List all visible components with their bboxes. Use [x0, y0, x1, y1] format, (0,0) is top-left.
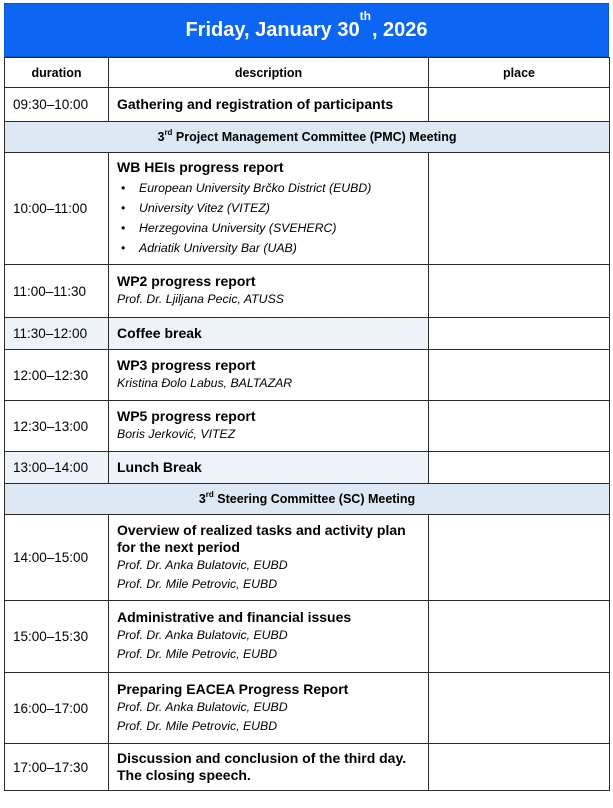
table-row: [5, 515, 610, 601]
row-place: [429, 673, 610, 744]
list-item: • University Vitez (VITEZ): [119, 198, 420, 218]
row-speaker: Boris Jerković, VITEZ: [117, 427, 236, 441]
table-header-row: [5, 58, 610, 88]
row-speaker: Prof. Dr. Anka Bulatovic, EUBD: [117, 628, 288, 642]
section-title: 3rd Project Management Committee (PMC) Meeting: [5, 122, 610, 153]
agenda-table: [4, 57, 610, 791]
row-place: [429, 318, 610, 350]
row-description: [109, 318, 429, 350]
table-row: [5, 265, 610, 318]
row-place: [429, 401, 610, 452]
row-description: [109, 515, 429, 601]
row-title: WB HEIs progress report: [117, 159, 284, 175]
table-row: [5, 673, 610, 744]
table-row: [5, 153, 610, 265]
row-time: 17:00–17:30: [5, 744, 109, 791]
row-time: 14:00–15:00: [5, 515, 109, 601]
row-place: [429, 350, 610, 401]
hei-list: [117, 178, 420, 258]
row-title: WP5 progress report: [117, 408, 256, 424]
list-item: • Adriatik University Bar (UAB): [119, 238, 420, 258]
row-description: [109, 401, 429, 452]
table-row: [5, 744, 610, 791]
row-speaker: Kristina Đolo Labus, BALTAZAR: [117, 376, 293, 390]
row-time: 16:00–17:00: [5, 673, 109, 744]
day-banner: [4, 3, 609, 57]
row-place: [429, 88, 610, 122]
table-row: [5, 318, 610, 350]
row-title: Discussion and conclusion of the third day. The closing speech.: [117, 750, 407, 783]
table-row: [5, 88, 610, 122]
table-row: [5, 601, 610, 673]
table-row: [5, 350, 610, 401]
row-title: Coffee break: [117, 325, 202, 341]
section-title: 3rd Steering Committee (SC) Meeting: [5, 484, 610, 515]
row-place: [429, 601, 610, 673]
row-time: 15:00–15:30: [5, 601, 109, 673]
column-header-duration: duration: [5, 58, 109, 88]
row-place: [429, 265, 610, 318]
row-speaker: Prof. Dr. Ljiljana Pecic, ATUSS: [117, 292, 284, 306]
row-title: Gathering and registration of participants: [117, 96, 394, 112]
row-title: WP3 progress report: [117, 357, 256, 373]
column-header-description: description: [109, 58, 429, 88]
row-speaker: Prof. Dr. Mile Petrovic, EUBD: [117, 718, 278, 733]
row-speaker: Prof. Dr. Mile Petrovic, EUBD: [117, 576, 278, 591]
row-description: [109, 601, 429, 673]
section-header-sc: [5, 484, 610, 515]
list-item: • Herzegovina University (SVEHERC): [119, 218, 420, 238]
agenda-page: [4, 3, 609, 791]
table-row: [5, 401, 610, 452]
row-time: 11:30–12:00: [5, 318, 109, 350]
row-speaker: Prof. Dr. Anka Bulatovic, EUBD: [117, 699, 288, 714]
section-header-pmc: [5, 122, 610, 153]
row-place: [429, 153, 610, 265]
row-description: [109, 88, 429, 122]
list-item: • European University Brčko District (EUBD): [119, 178, 420, 198]
row-place: [429, 515, 610, 601]
row-time: 11:00–11:30: [5, 265, 109, 318]
row-time: 12:30–13:00: [5, 401, 109, 452]
row-place: [429, 744, 610, 791]
row-description: [109, 673, 429, 744]
row-speaker: Prof. Dr. Anka Bulatovic, EUBD: [117, 557, 288, 572]
row-time: 12:00–12:30: [5, 350, 109, 401]
day-title: Friday, January 30th, 2026: [185, 8, 428, 41]
row-description: [109, 744, 429, 791]
row-description: [109, 153, 429, 265]
row-title: WP2 progress report: [117, 273, 256, 289]
row-title: Lunch Break: [117, 459, 202, 475]
row-title: Preparing EACEA Progress Report: [117, 680, 349, 697]
row-description: [109, 350, 429, 401]
table-row: [5, 452, 610, 484]
column-header-place: place: [429, 58, 610, 88]
row-description: [109, 452, 429, 484]
row-title: Overview of realized tasks and activity plan for the next period: [117, 521, 406, 555]
row-description: [109, 265, 429, 318]
row-time: 09:30–10:00: [5, 88, 109, 122]
row-title: Administrative and financial issues: [117, 609, 352, 625]
row-place: [429, 452, 610, 484]
row-speaker: Prof. Dr. Mile Petrovic, EUBD: [117, 647, 278, 661]
row-time: 10:00–11:00: [5, 153, 109, 265]
row-time: 13:00–14:00: [5, 452, 109, 484]
